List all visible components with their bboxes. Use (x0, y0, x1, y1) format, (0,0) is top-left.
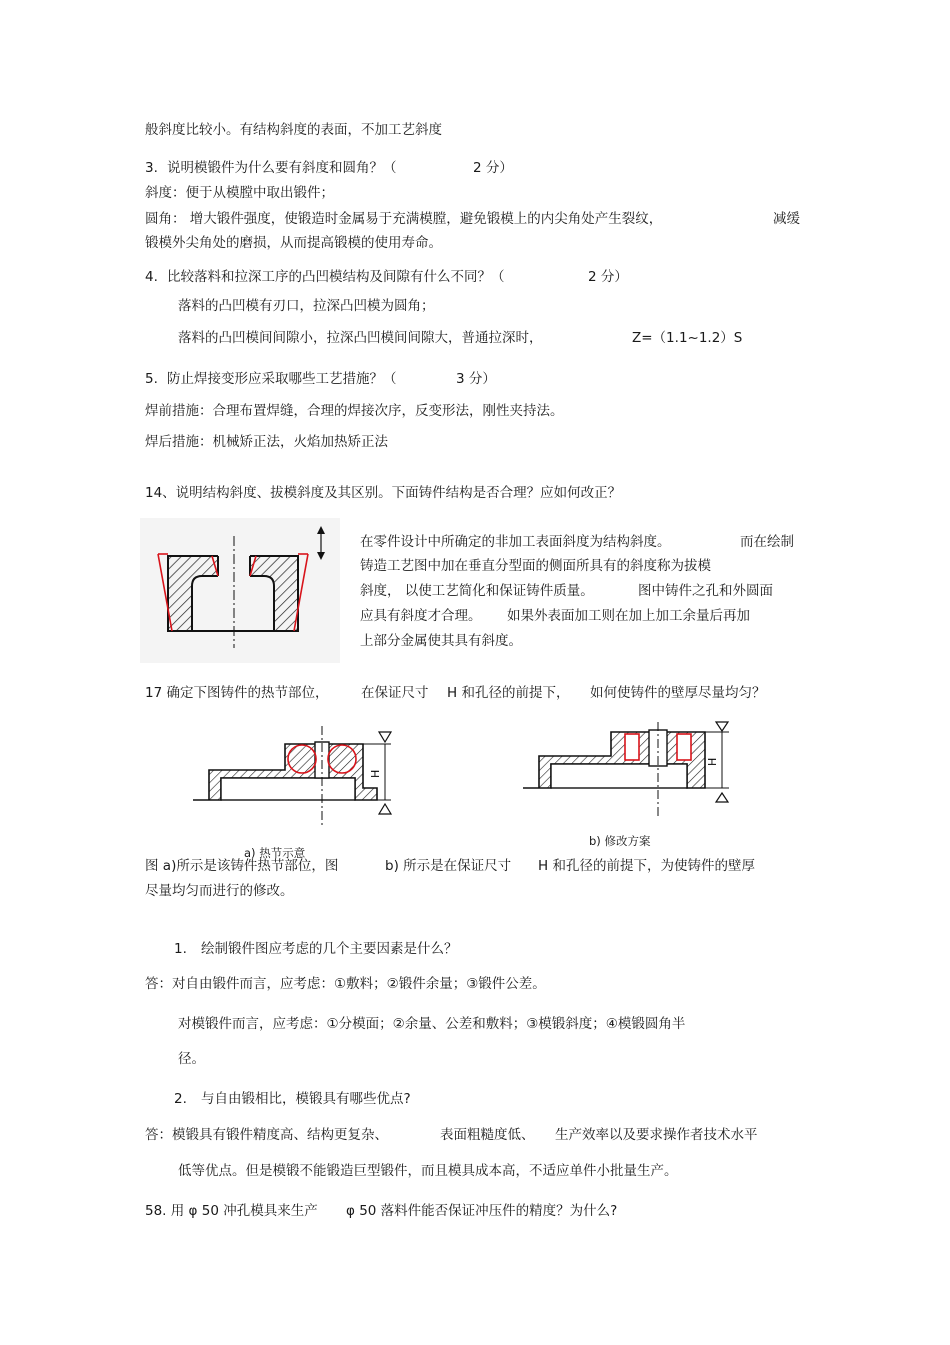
question-text: 比较落料和拉深工序的凸凹模结构及间隙有什么不同？（ (167, 269, 505, 285)
question-text: 防止焊接变形应采取哪些工艺措施？（ (167, 371, 397, 387)
casting-cavity (192, 576, 274, 631)
question-score: 3 分） (456, 371, 496, 387)
question-number: 3. (145, 160, 158, 176)
answer-line: 尽量均匀而进行的修改。 (145, 883, 294, 899)
inner-cavity (221, 778, 355, 800)
question-text: 14、说明结构斜度、拔模斜度及其区别。下面铸件结构是否合理？应如何改正？ (145, 485, 622, 501)
surface-mark-top (716, 722, 728, 731)
answer-line: H 和孔径的前提下，为使铸件的壁厚 (538, 858, 755, 874)
answer-line: 低等优点。但是模锻不能锻造巨型锻件，而且模具成本高，不适应单件小批量生产。 (178, 1163, 678, 1179)
answer-line: 焊后措施：机械矫正法，火焰加热矫正法 (145, 434, 388, 450)
answer-line: 应具有斜度才合理。 (360, 608, 482, 624)
answer-line: 斜度， 以使工艺简化和保证铸件质量。 (360, 583, 594, 599)
figure-caption-b: b) 修改方案 (589, 834, 651, 848)
answer-line: 减缓 (773, 211, 800, 227)
question-text: H 和孔径的前提下， (447, 685, 570, 701)
answer-line: 斜度：便于从模膛中取出锻件； (145, 185, 334, 201)
answer-line: 上部分金属使其具有斜度。 (360, 633, 522, 649)
answer-line: 圆角： 增大锻件强度，使锻造时金属易于充满模膛，避免锻模上的内尖角处产生裂纹， (145, 211, 663, 227)
answer-line: 对模锻件而言，应考虑：①分模面；②余量、公差和敷料；③模锻斜度；④模锻圆角半 (178, 1016, 686, 1032)
question-score: 2 分） (473, 160, 513, 176)
surface-mark-bottom (716, 793, 728, 802)
surface-mark-bottom (379, 804, 391, 814)
answer-line: 锻模外尖角处的磨损，从而提高锻模的使用寿命。 (145, 235, 442, 251)
question-number: 2. (174, 1091, 187, 1107)
question-text: 在保证尺寸 (361, 685, 429, 701)
answer-line: 焊前措施：合理布置焊缝，合理的焊接次序，反变形法，刚性夹持法。 (145, 403, 564, 419)
answer-line: 径。 (178, 1051, 205, 1067)
answer-formula: Z=（1.1~1.2）S (632, 330, 743, 346)
answer-line: 图 a)所示是该铸件热节部位，图 (145, 858, 339, 874)
question-text: 17 确定下图铸件的热节部位， (145, 685, 329, 701)
answer-line: 如果外表面加工则在加上加工余量后再加 (507, 608, 750, 624)
answer-line: 生产效率以及要求操作者技术水平 (555, 1127, 758, 1143)
question-text: 绘制锻件图应考虑的几个主要因素是什么？ (201, 941, 458, 957)
h-label: H (369, 769, 382, 778)
cored-pocket (677, 734, 691, 760)
question-number: 1. (174, 941, 187, 957)
question-text: φ 50 落料件能否保证冲压件的精度？为什么? (346, 1203, 618, 1219)
answer-line: 在零件设计中所确定的非加工表面斜度为结构斜度。 (360, 534, 671, 550)
question-text: 如何使铸件的壁厚尽量均匀？ (590, 685, 766, 701)
text-line: 般斜度比较小。有结构斜度的表面，不加工艺斜度 (145, 122, 442, 138)
answer-line: 落料的凸凹模间间隙小，拉深凸凹模间间隙大，普通拉深时， (178, 330, 543, 346)
cored-pocket (625, 734, 639, 760)
question-text: 58. 用 φ 50 冲孔模具来生产 (145, 1203, 318, 1219)
inner-cavity (551, 764, 687, 788)
answer-line: 答：模锻具有锻件精度高、结构更复杂、 (145, 1127, 388, 1143)
question-number: 5. (145, 371, 158, 387)
modified-design-figure (515, 718, 740, 828)
question-text: 与自由锻相比，模锻具有哪些优点? (201, 1091, 411, 1107)
answer-line: b) 所示是在保证尺寸 (385, 858, 512, 874)
answer-line: 图中铸件之孔和外圆面 (638, 583, 773, 599)
surface-mark-top (379, 732, 391, 742)
h-label: H (706, 757, 719, 766)
answer-line: 答：对自由锻件而言，应考虑：①敷料；②锻件余量；③锻件公差。 (145, 976, 546, 992)
answer-line: 铸造工艺图中加在垂直分型面的侧面所具有的斜度称为拔模 (360, 558, 711, 574)
question-text: 说明模锻件为什么要有斜度和圆角？（ (167, 160, 397, 176)
question-score: 2 分） (588, 269, 628, 285)
answer-line: 而在绘制 (740, 534, 794, 550)
figure-caption-a: a) 热节示意 (244, 846, 306, 860)
answer-line: 表面粗糙度低、 (440, 1127, 535, 1143)
hot-spot-figure (185, 722, 410, 832)
casting-draft-figure (140, 518, 340, 663)
question-number: 4. (145, 269, 158, 285)
answer-line: 落料的凸凹模有刃口，拉深凸凹模为圆角； (178, 298, 435, 314)
